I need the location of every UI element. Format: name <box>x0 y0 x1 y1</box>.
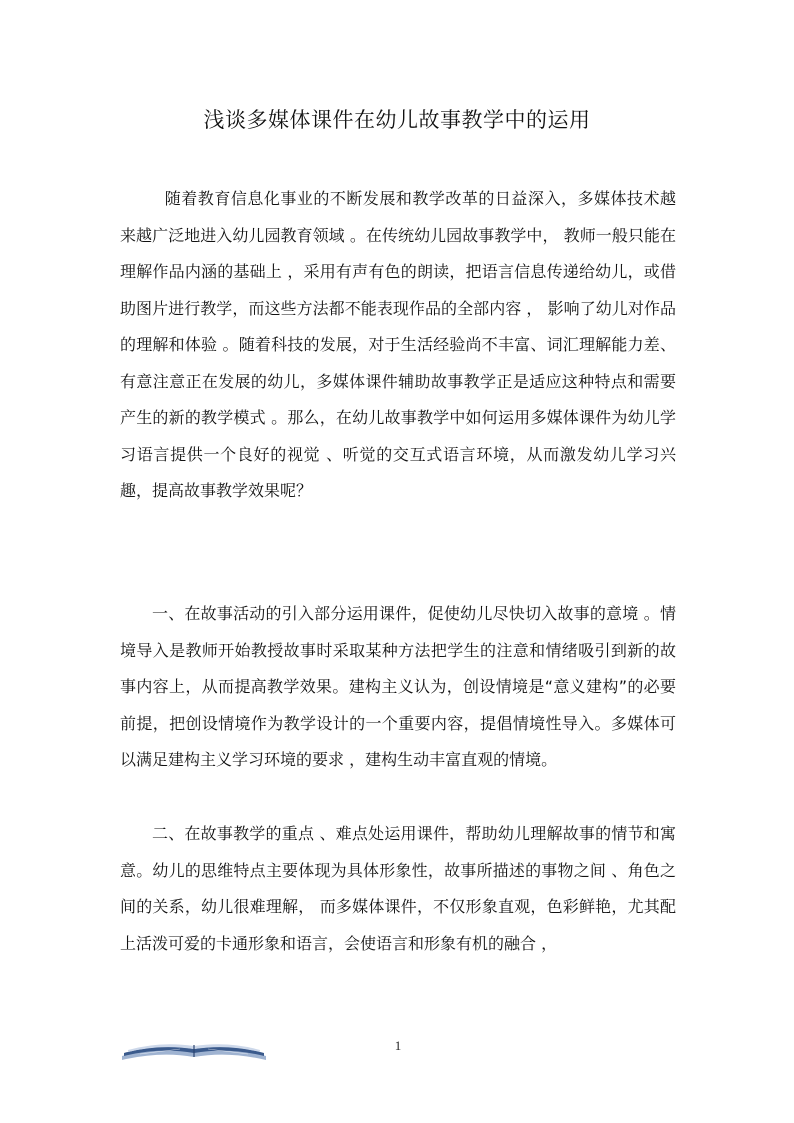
open-book-icon <box>120 1034 268 1062</box>
paragraph-1-text: 随着教育信息化事业的不断发展和教学改革的日益深入，多媒体技术越来越广泛地进入幼儿园教育领域 。在传统幼儿园故事教学中， 教师一般只能在理解作品内涵的基础上 ，采用有声有色的朗读，把语言信息传递给幼儿，或借助图片进行教学，而这些方法都不能表现作品的全部内容 ， 影响了幼儿对作品的理解和体验 。随着科技的发展，对于生活经验尚不丰富、词汇理解能力差、有意注意正在发展的幼儿，多媒体课件辅助故事教学正是适应这种特点和需要产生的新的教学模式 。那么，在幼儿故事教学中如何运用多媒体课件为幼儿学习语言提供一个良好的视觉 、听觉的交互式语言环境，从而激发幼儿学习兴趣，提高故事教学效果呢？ <box>120 189 676 500</box>
paragraph-2-text: 一、在故事活动的引入部分运用课件，促使幼儿尽快切入故事的意境 。情境导入是教师开始教授故事时采取某种方法把学生的注意和情绪吸引到新的故事内容上，从而提高教学效果。建构主义认为，创设情境是“意义建构”的必要前提，把创设情境作为教学设计的一个重要内容，提倡情境性导入。多媒体可以满足建构主义学习环境的要求 ，建构生动丰富直观的情境。 <box>120 604 676 769</box>
document-title: 浅谈多媒体课件在幼儿故事教学中的运用 <box>203 108 591 132</box>
page-number: 1 <box>394 1038 402 1053</box>
paragraph-section-one <box>120 596 676 779</box>
paragraph-3-text: 二、在故事教学的重点 、难点处运用课件，帮助幼儿理解故事的情节和寓意。幼儿的思维特点主要体现为具体形象性，故事所描述的事物之间 、角色之间的关系，幼儿很难理解， 而多媒体课件，不仅形象直观，色彩鲜艳，尤其配上活泼可爱的卡通形象和语言，会使语言和形象有机的融合 ， <box>120 824 676 953</box>
paragraph-intro <box>120 181 676 510</box>
paragraph-section-two <box>120 816 676 962</box>
